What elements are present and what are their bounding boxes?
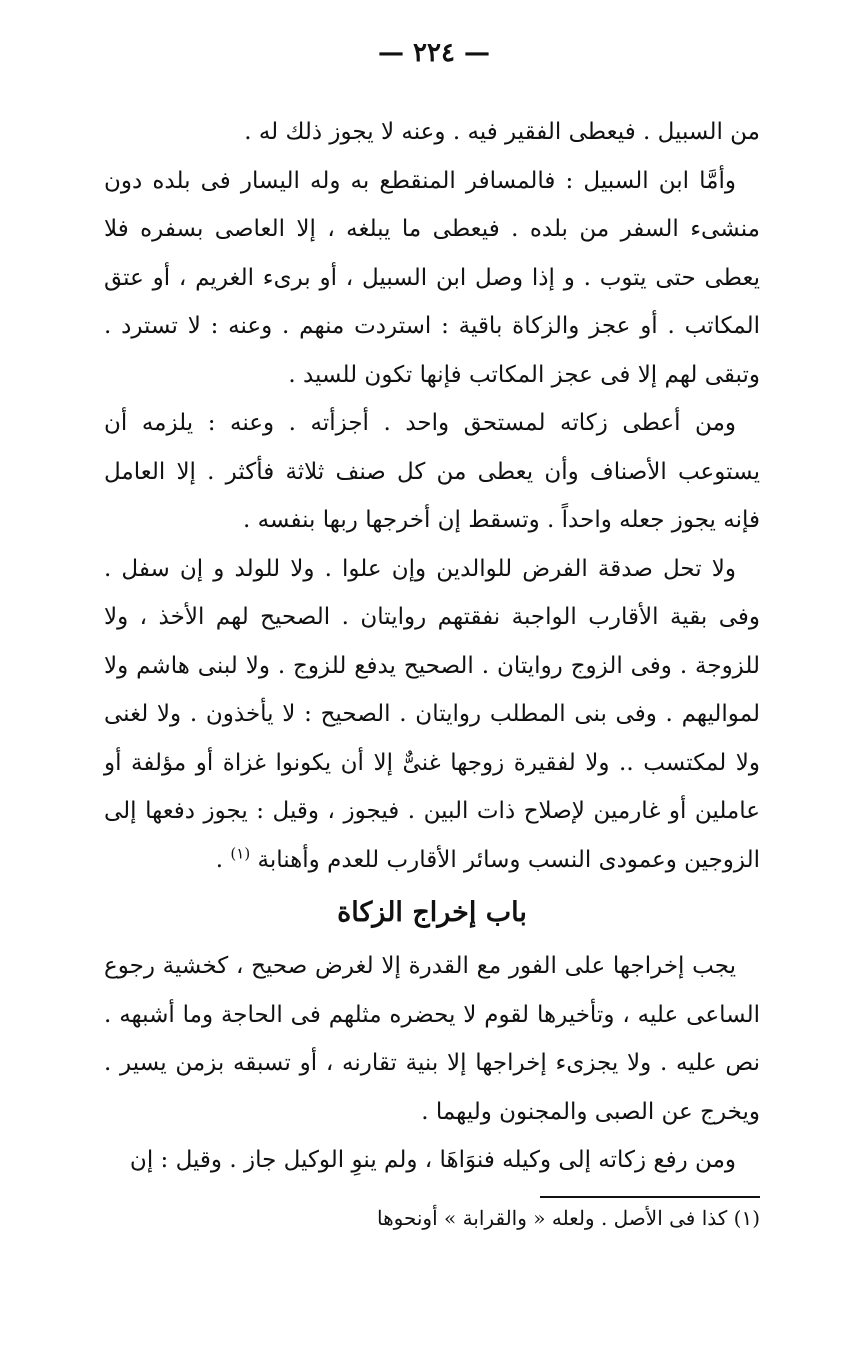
paragraph: ومن رفع زكاته إلى وكيله فنوَاهَا ، ولم ينوِ الوكيل جاز . وقيل : إن (129, 1147, 736, 1173)
paragraph-text: ولا تحل صدقة الفرض للوالدين وإن علوا . ولا للولد و إن سفل . وفى بقية الأقارب الواجبة نفقتهم روايتان . الصحيح لهم الأخذ ، ولا للزوجة . وفى الزوج روايتان . الصحيح يدفع للزوج . ولا لبنى هاشم ولا لمواليهم . وفى بنى المطلب روايتان . الصحيح : لا يأخذون . ولا لغنى ولا لمكتسب .. ولا لفقيرة زوجها غنىٌّ إلا أن يكونوا غزاة أو مؤلفة أو عاملين أو غارمين لإصلاح ذات البين . فيجوز ، وقيل : يجوز دفعها إلى الزوجين وعمودى النسب وسائر الأقارب للعدم وأهنابة (104, 555, 760, 873)
paragraph: وأمَّا ابن السبيل : فالمسافر المنقطع به وله اليسار فى بلده دون منشىء السفر من بلده . فيعطى ما يبلغه ، إلا العاصى بسفره فلا يعطى حتى يتوب . و إذا وصل ابن السبيل ، أو برىء الغريم ، أو عتق المكاتب . أو عجز والزكاة باقية : استردت منهم . وعنه : لا تسترد . وتبقى لهم إلا فى عجز المكاتب فإنها تكون للسيد . (104, 167, 760, 388)
paragraph-end: . (215, 846, 231, 873)
section-heading: باب إخراج الزكاة (337, 897, 527, 928)
paragraph: يجب إخراجها على الفور مع القدرة إلا لغرض صحيح ، كخشية رجوع الساعى عليه ، وتأخيرها لقوم لا يحضره مثلهم فى الحاجة وما أشبهه . نص عليه . ولا يجزىء إخراجها إلا بنية تقارنه ، أو تسبقه بزمن يسير . ويخرج عن الصبى والمجنون وليهما . (104, 953, 760, 1125)
footnote: (١) كذا فى الأصل . ولعله « والقرابة » أونحوها (376, 1206, 760, 1230)
paragraph: من السبيل . فيعطى الفقير فيه . وعنه لا يجوز ذلك له . (244, 119, 760, 145)
paragraph: ومن أعطى زكاته لمستحق واحد . أجزأته . وعنه : يلزمه أن يستوعب الأصناف وأن يعطى من كل صنف ثلاثة فأكثر . إلا العامل فإنه يجوز جعله واحداً . وتسقط إن أخرجها ربها بنفسه . (104, 410, 760, 533)
body-text (104, 108, 760, 1185)
page-number: — ٢٢٤ — (377, 38, 491, 68)
footnote-reference: (١) (230, 843, 251, 862)
paragraph-with-footnote (104, 545, 760, 885)
